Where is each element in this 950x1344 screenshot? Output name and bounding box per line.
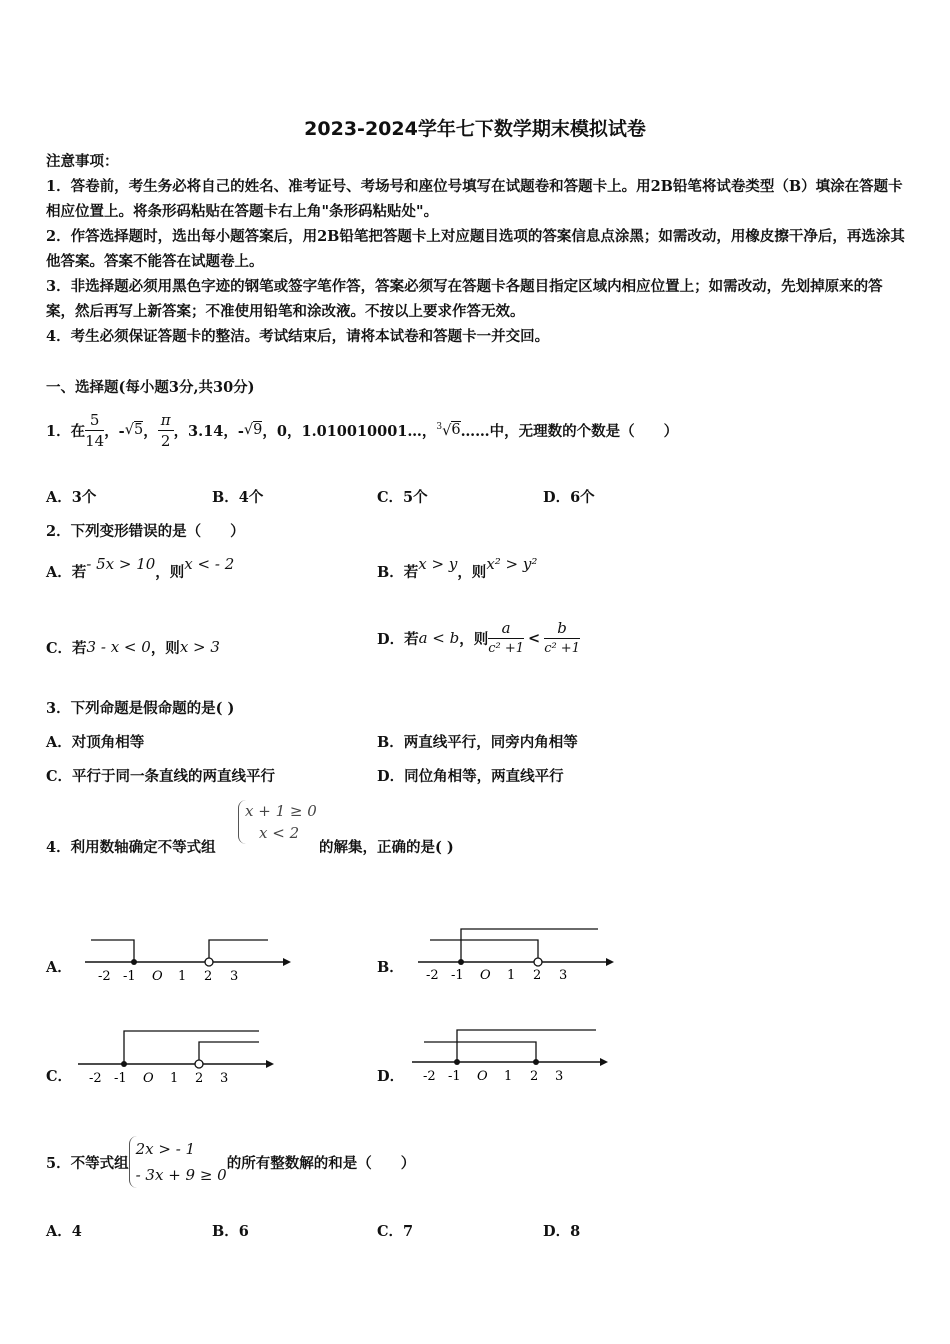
question-5	[46, 1134, 415, 1190]
q4-system-line-1: x + 1 ≥ 0	[245, 802, 317, 820]
tick-label: 2	[204, 969, 213, 984]
q3-option-c[interactable]: C．平行于同一条直线的两直线平行	[46, 768, 276, 785]
q4-label-c[interactable]: C．	[46, 1068, 73, 1085]
q4-stem-suffix: 的解集，正确的是( )	[319, 839, 454, 856]
q1-f2-den: 2	[160, 431, 171, 450]
notice-heading: 注意事项：	[46, 153, 119, 170]
q4-number-line-b[interactable]	[418, 922, 618, 982]
q1-f1-num: 5	[85, 410, 104, 431]
q2-option-d[interactable]	[377, 610, 580, 666]
tick-label: -1	[448, 1069, 461, 1084]
q2-a-prefix: A．若	[46, 563, 87, 581]
q1-f2-num: π	[158, 410, 174, 431]
q4-system-line-2: x < 2	[259, 824, 300, 842]
tick-label: 1	[178, 969, 187, 984]
tick-label: O	[480, 968, 491, 982]
tick-label: O	[143, 1071, 154, 1086]
q1-mid2: ，0，1.010010001…，	[262, 422, 437, 440]
q2-option-b[interactable]	[377, 556, 537, 586]
q4-number-line-c[interactable]	[78, 1024, 278, 1088]
q2-c-cond: 3 - x < 0	[86, 638, 151, 656]
q4-system-brace	[238, 800, 317, 844]
q1-sep1: ，-	[104, 422, 125, 440]
notice-item-2: 2．作答选择题时，选出每小题答案后，用2B铅笔把答题卡上对应题目选项的答案信息点涂黑；如需改动，用橡皮擦干净后，再选涂其他答案。答案不能答在试题卷上。	[46, 228, 905, 270]
q2-d-f2-den: c² +1	[544, 640, 580, 656]
q5-prefix: 5．不等式组	[46, 1154, 129, 1172]
q4-number-line-a[interactable]	[85, 932, 295, 984]
tick-label: 3	[230, 969, 239, 984]
q2-stem: 2．下列变形错误的是（ ）	[46, 523, 245, 540]
page-title: 2023-2024学年七下数学期末模拟试卷	[304, 118, 646, 140]
q2-d-then: ，则	[459, 630, 489, 648]
q2-d-f1-den: c² +1	[488, 640, 525, 656]
q2-b-prefix: B．若	[377, 563, 419, 581]
q4-label-b[interactable]: B．	[377, 959, 404, 976]
q1-f1-den: 14	[85, 431, 105, 450]
q2-d-less-than: <	[528, 629, 541, 647]
q1-sqrt9-arg: 9	[253, 422, 263, 438]
q5-option-d[interactable]: D．8	[543, 1223, 581, 1240]
tick-label: 1	[507, 968, 516, 982]
q1-option-c[interactable]: C．5个	[377, 489, 428, 506]
tick-label: 1	[170, 1071, 179, 1086]
notice-item-1: 1．答卷前，考生务必将自己的姓名、准考证号、考场号和座位号填写在试题卷和答题卡上。用2B铅笔将试卷类型（B）填涂在答题卡相应位置上。将条形码粘贴在答题卡右上角"条形码粘贴处"。	[46, 178, 903, 220]
q2-a-result: x < - 2	[184, 555, 235, 573]
q1-cbrt-index: 3	[436, 421, 443, 432]
question-1	[46, 400, 678, 460]
q1-fraction-2	[158, 410, 174, 451]
tick-label: 2	[533, 968, 542, 982]
tick-label: 3	[559, 968, 568, 982]
tick-label: -2	[423, 1069, 436, 1084]
q1-cbrt-arg: 6	[451, 422, 461, 439]
q2-d-fraction-a	[488, 618, 524, 659]
tick-label: -2	[89, 1071, 102, 1086]
q2-a-cond: - 5x > 10	[86, 555, 156, 573]
q3-option-b[interactable]: B．两直线平行，同旁内角相等	[377, 734, 578, 751]
q2-option-c[interactable]	[46, 636, 220, 658]
q4-number-line-d[interactable]	[412, 1024, 612, 1088]
notice-item-4: 4．考生必须保证答题卡的整洁。考试结束后，请将本试卷和答题卡一并交回。	[46, 328, 550, 345]
q5-system-line-1: 2x > - 1	[135, 1140, 196, 1158]
q5-option-a[interactable]: A．4	[46, 1223, 82, 1240]
tick-label: 1	[504, 1069, 513, 1084]
q2-d-f1-num: a	[488, 618, 524, 639]
q2-d-cond: a < b	[418, 629, 460, 647]
q2-b-then: ，则	[457, 563, 487, 581]
q2-b-cond: x > y	[418, 555, 458, 573]
q1-option-d[interactable]: D．6个	[543, 489, 595, 506]
q4-label-d[interactable]: D．	[377, 1068, 405, 1085]
q2-option-a[interactable]	[46, 556, 234, 586]
q1-tail: ……中，无理数的个数是（ ）	[460, 422, 679, 440]
tick-label: O	[152, 969, 163, 984]
tick-label: -1	[451, 968, 464, 982]
tick-label: 2	[195, 1071, 204, 1086]
q2-d-f2-num: b	[544, 618, 580, 639]
tick-label: 3	[220, 1071, 229, 1086]
tick-label: O	[477, 1069, 488, 1084]
q5-suffix: 的所有整数解的和是（ ）	[226, 1154, 416, 1172]
q1-option-b[interactable]: B．4个	[212, 489, 264, 506]
q3-option-a[interactable]: A．对顶角相等	[46, 734, 145, 751]
section-heading: 一、选择题(每小题3分,共30分)	[46, 379, 255, 396]
tick-label: 3	[555, 1069, 564, 1084]
q5-inequality-system	[129, 1136, 227, 1188]
tick-label: -1	[123, 969, 136, 984]
q1-cbrt6: $^3$√6	[436, 421, 461, 439]
q2-a-then: ，则	[155, 563, 185, 581]
q2-b-result: x² > y²	[486, 555, 538, 573]
q2-d-fraction-b	[544, 618, 580, 659]
tick-label: -2	[426, 968, 439, 982]
q1-option-a[interactable]: A．3个	[46, 489, 97, 506]
tick-label: -1	[114, 1071, 127, 1086]
q3-stem: 3．下列命题是假命题的是( )	[46, 700, 235, 717]
q3-option-d[interactable]: D．同位角相等，两直线平行	[377, 768, 564, 785]
q5-option-b[interactable]: B．6	[212, 1223, 249, 1240]
q1-sqrt5: √5	[124, 422, 144, 438]
q1-fraction-1	[85, 410, 104, 451]
notice-item-3: 3．非选择题必须用黑色字迹的钢笔或签字笔作答，答案必须写在答题卡各题目指定区域内相应位置上；如需改动，先划掉原来的答案，然后再写上新答案；不准使用铅笔和涂改液。不按以上要求作答无效。	[46, 278, 883, 320]
q2-c-result: x > 3	[179, 638, 220, 656]
q4-inequality-system	[238, 800, 317, 844]
tick-label: -2	[98, 969, 111, 984]
q1-sqrt9: √9	[243, 422, 263, 438]
q1-sqrt5-arg: 5	[133, 422, 144, 438]
q2-c-prefix: C．若	[46, 639, 87, 657]
q1-mid: ，3.14，-	[173, 422, 244, 440]
tick-label: 2	[530, 1069, 539, 1084]
q2-c-then: ，则	[150, 639, 180, 657]
q2-d-prefix: D．若	[377, 630, 419, 648]
q5-option-c[interactable]: C．7	[377, 1223, 414, 1240]
q1-prefix: 1．在	[46, 422, 86, 440]
q4-stem-prefix: 4．利用数轴确定不等式组	[46, 839, 216, 856]
q1-sep2: ，	[143, 422, 158, 440]
q5-system-line-2: - 3x + 9 ≥ 0	[135, 1166, 227, 1184]
q4-label-a[interactable]: A．	[46, 959, 72, 976]
